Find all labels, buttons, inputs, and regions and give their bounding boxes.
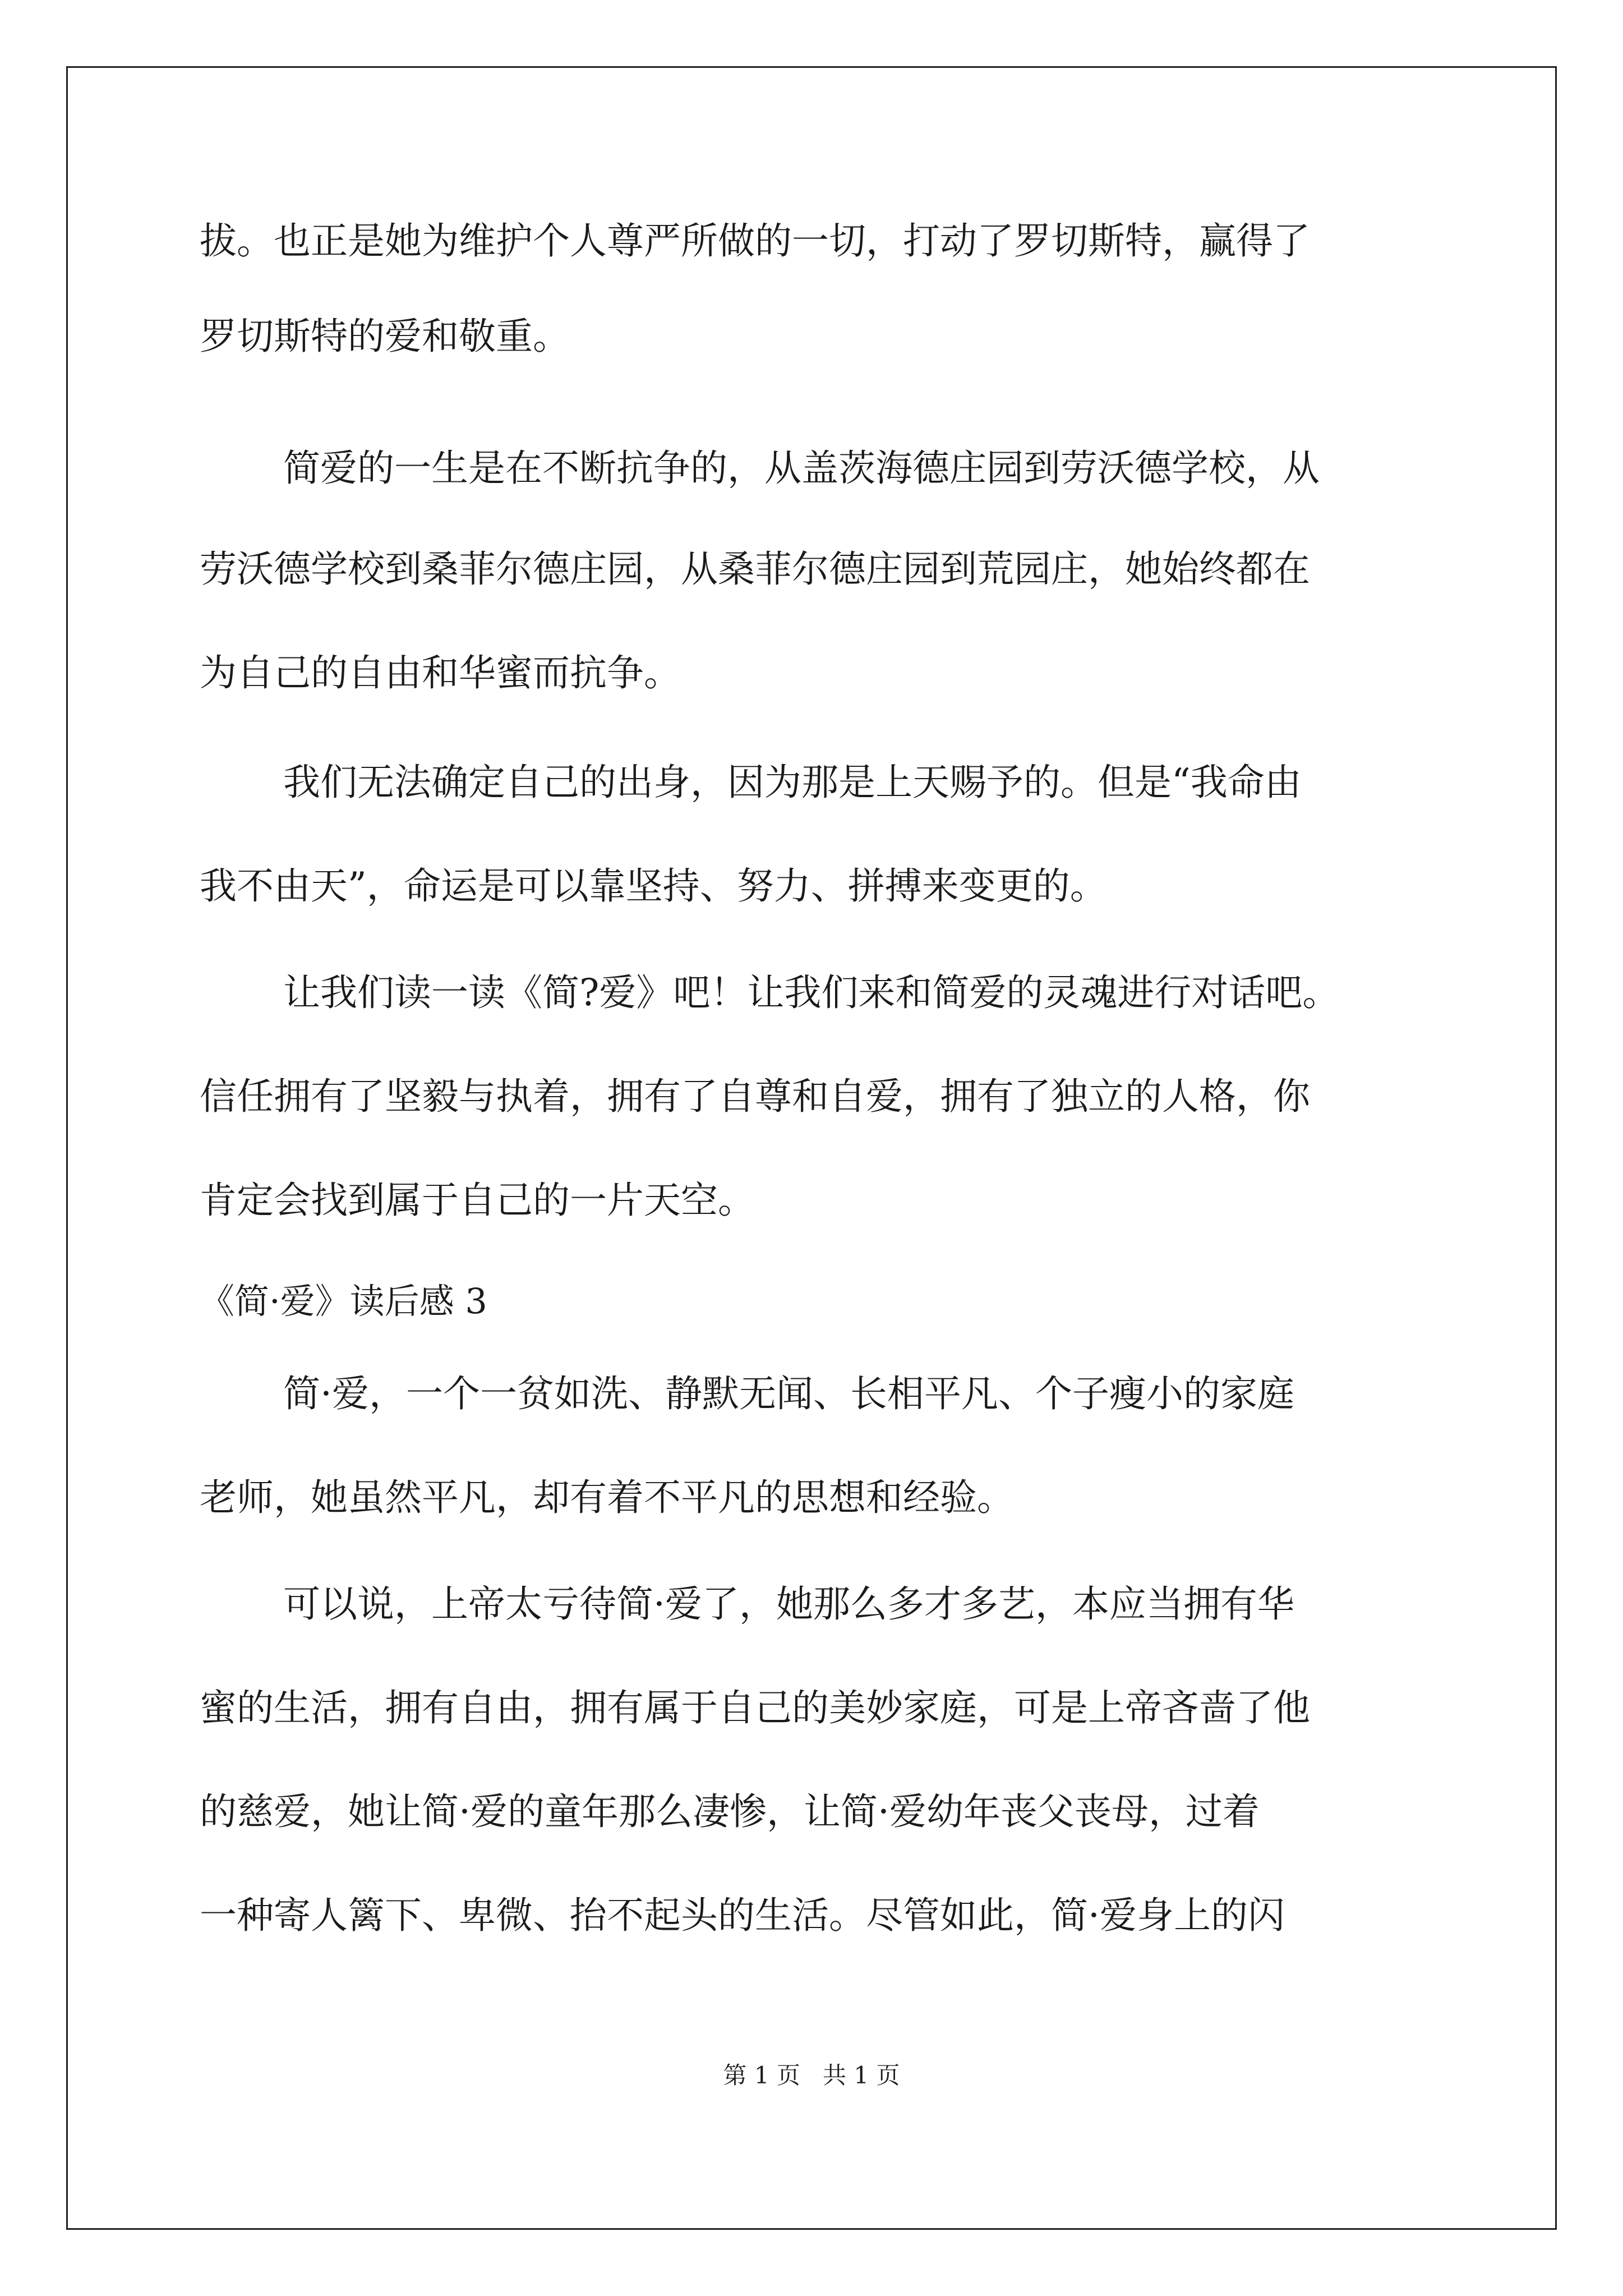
text-line-1: 拔。也正是她为维护个人尊严所做的一切，打动了罗切斯特，赢得了 [200, 219, 1310, 263]
text-line-8: 让我们读一读《简?爱》吧！让我们来和简爱的灵魂进行对话吧。 [283, 971, 1340, 1014]
text-line-4: 劳沃德学校到桑菲尔德庄园，从桑菲尔德庄园到荒园庄，她始终都在 [200, 547, 1310, 591]
text-line-5: 为自己的自由和华蜜而抗争。 [200, 651, 681, 694]
text-line-17: 一种寄人篱下、卑微、抬不起头的生活。尽管如此，简·爱身上的闪 [200, 1894, 1285, 1937]
text-line-12: 简·爱，一个一贫如洗、静默无闻、长相平凡、个子瘦小的家庭 [283, 1372, 1294, 1415]
text-line-7: 我不由天”，命运是可以靠坚持、努力、拼搏来变更的。 [200, 864, 1107, 908]
text-line-16: 的慈爱，她让简·爱的童年那么凄惨，让简·爱幼年丧父丧母，过着 [200, 1790, 1260, 1833]
text-line-3: 简爱的一生是在不断抗争的，从盖茨海德庄园到劳沃德学校，从 [283, 447, 1320, 490]
page-number-footer: 第 1 页 共 1 页 [723, 2062, 900, 2089]
section-heading: 《简·爱》读后感 3 [200, 1281, 487, 1322]
text-line-10: 肯定会找到属于自己的一片天空。 [200, 1179, 755, 1222]
text-line-9: 信任拥有了坚毅与执着，拥有了自尊和自爱，拥有了独立的人格，你 [200, 1075, 1310, 1118]
text-line-14: 可以说，上帝太亏待简·爱了，她那么多才多艺，本应当拥有华 [283, 1582, 1294, 1626]
text-line-13: 老师，她虽然平凡，却有着不平凡的思想和经验。 [200, 1476, 1014, 1519]
text-line-2: 罗切斯特的爱和敬重。 [200, 315, 570, 358]
text-line-15: 蜜的生活，拥有自由，拥有属于自己的美妙家庭，可是上帝吝啬了他 [200, 1686, 1310, 1729]
text-line-6: 我们无法确定自己的出身，因为那是上天赐予的。但是“我命由 [283, 761, 1302, 804]
